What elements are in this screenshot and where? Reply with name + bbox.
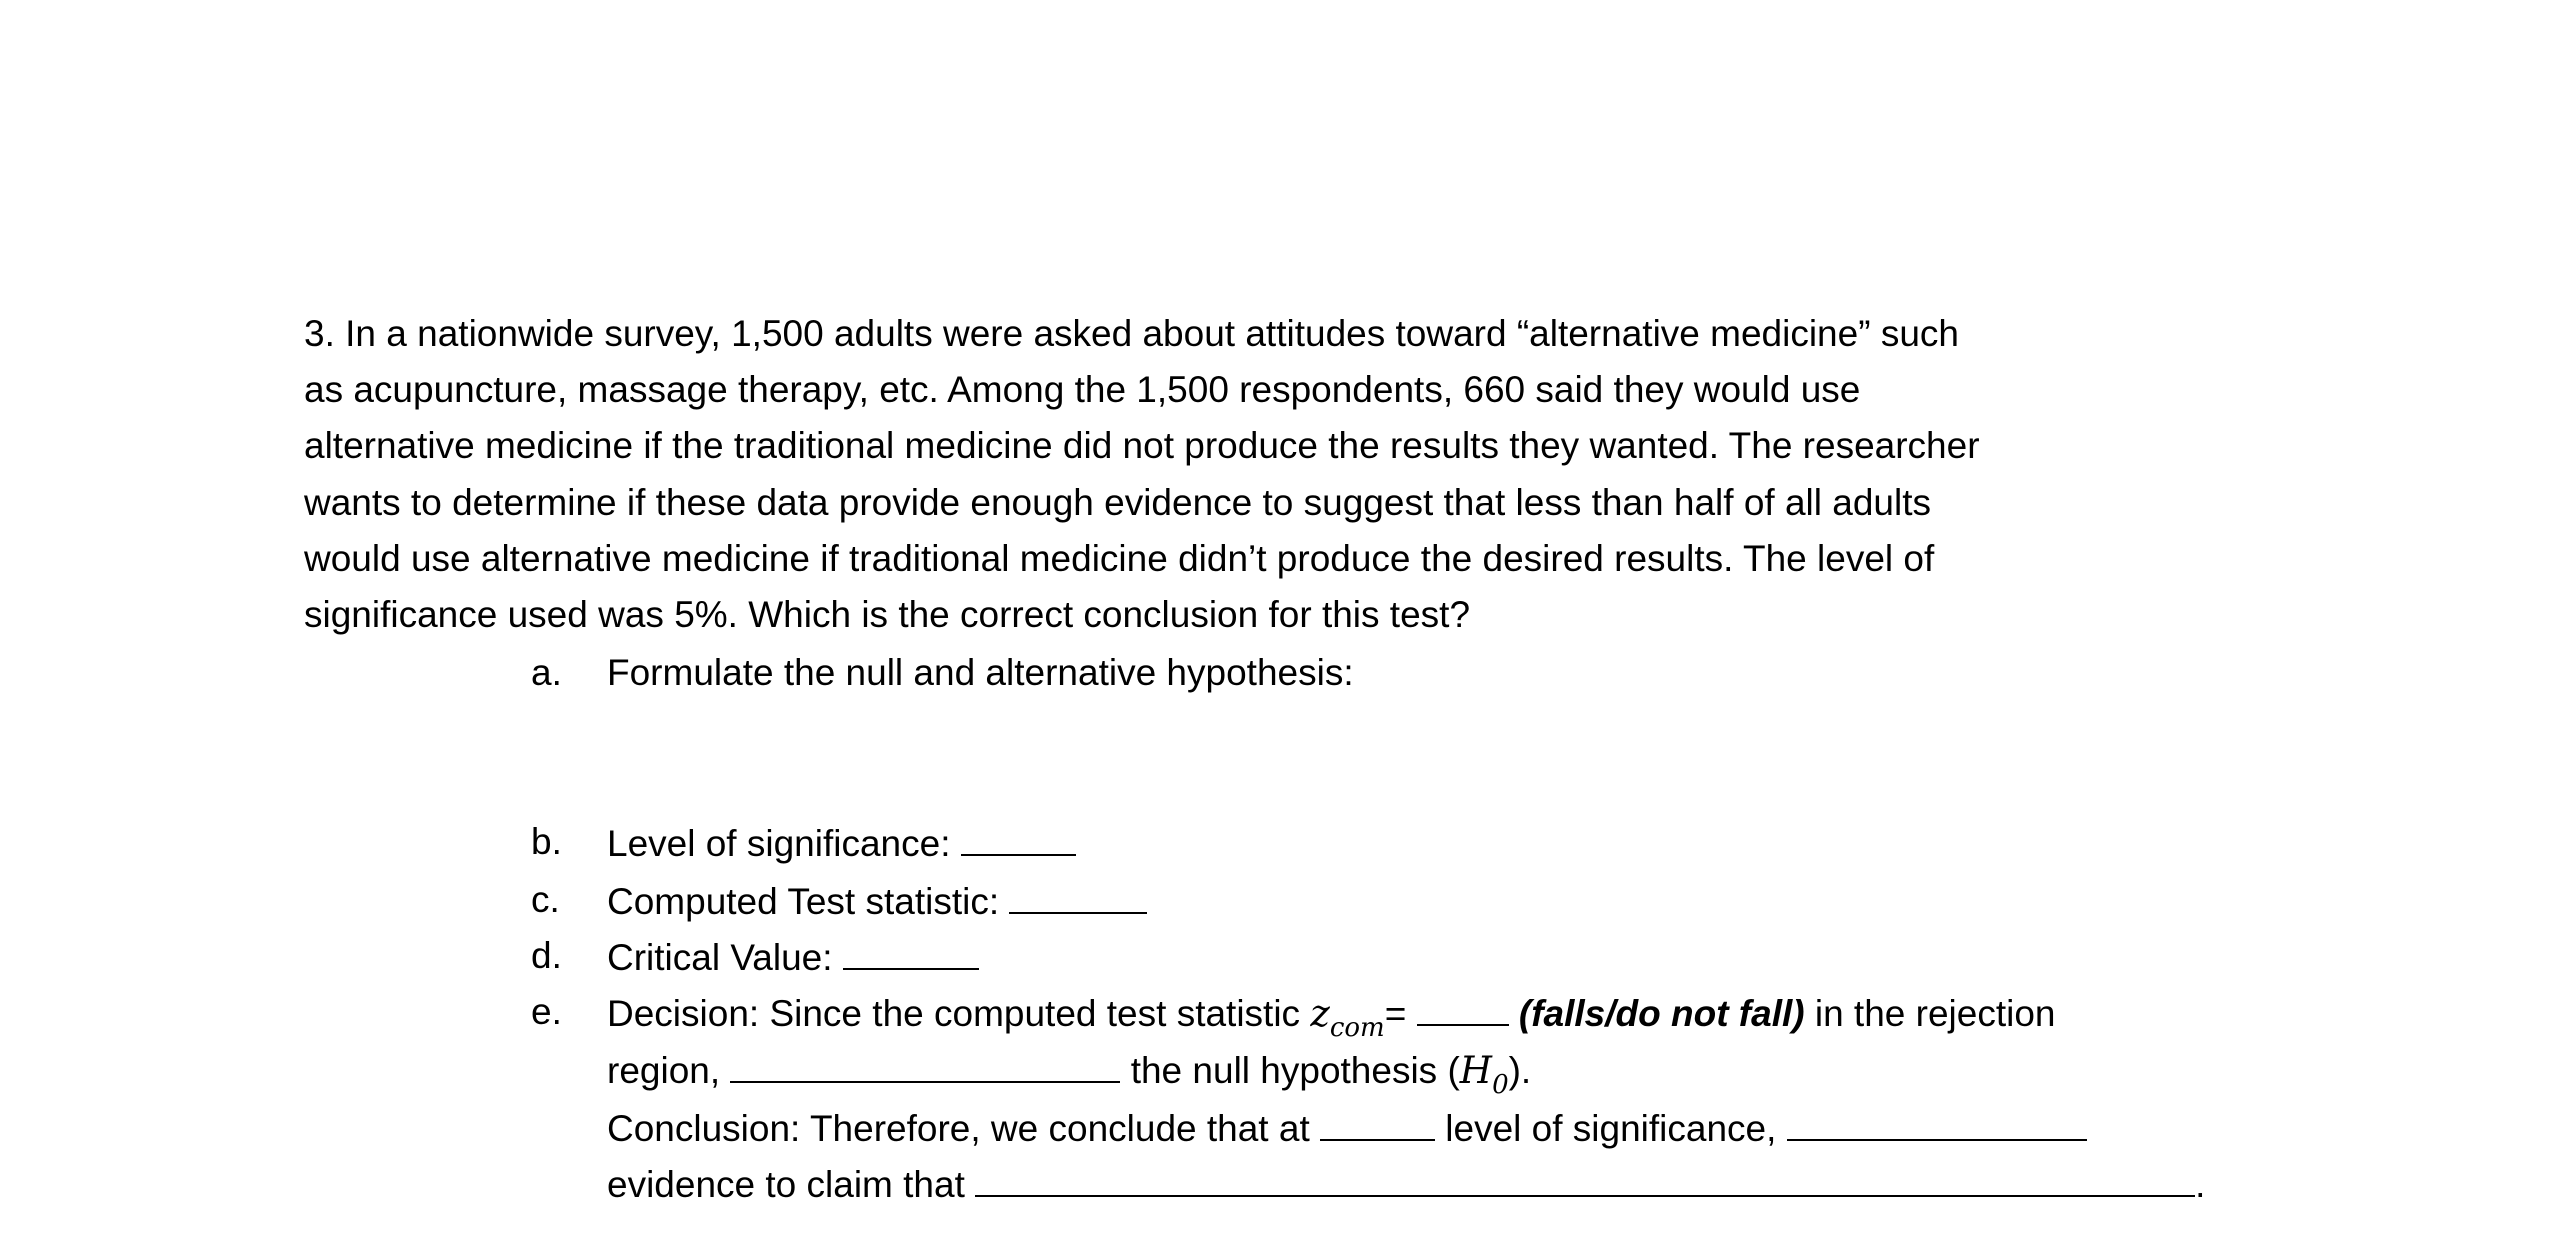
question-line: wants to determine if these data provide enough evidence to suggest that less than half of all adults bbox=[304, 482, 1931, 523]
test-statistic-blank[interactable] bbox=[1009, 872, 1147, 914]
equals-sign: = bbox=[1384, 993, 1407, 1034]
item-label: a. bbox=[531, 652, 562, 693]
item-text: Critical Value: bbox=[607, 937, 833, 978]
region-suffix: the null hypothesis ( bbox=[1120, 1050, 1460, 1091]
question-line: 3. In a nationwide survey, 1,500 adults were asked about attitudes toward “alternative medicine” such bbox=[304, 313, 1959, 354]
item-text: Level of significance: bbox=[607, 823, 951, 864]
region-text: region, bbox=[607, 1050, 731, 1091]
conclusion-mid: level of significance, bbox=[1435, 1108, 1787, 1149]
item-label: e. bbox=[531, 991, 562, 1032]
reject-decision-blank[interactable] bbox=[730, 1041, 1120, 1083]
question-line: significance used was 5%. Which is the correct conclusion for this test? bbox=[304, 594, 1471, 635]
evidence-text: evidence to claim that bbox=[607, 1164, 976, 1205]
h-symbol: H bbox=[1459, 1049, 1493, 1092]
region-end: ). bbox=[1508, 1050, 1532, 1091]
item-label: b. bbox=[531, 821, 562, 862]
evidence-amount-blank[interactable] bbox=[1787, 1099, 2087, 1141]
significance-blank[interactable] bbox=[961, 814, 1076, 856]
question-line: as acupuncture, massage therapy, etc. Among the 1,500 respondents, 660 said they would use bbox=[304, 369, 1861, 410]
z-value-blank[interactable] bbox=[1417, 984, 1509, 1026]
question-line: would use alternative medicine if traditional medicine didn’t produce the desired results. The level of bbox=[304, 538, 1935, 579]
h-subscript: 0 bbox=[1492, 1070, 1509, 1100]
z-symbol: z bbox=[1310, 992, 1330, 1035]
conclusion-text: Conclusion: Therefore, we conclude that at bbox=[607, 1108, 1321, 1149]
decision-suffix: in the rejection bbox=[1804, 993, 2056, 1034]
falls-choice: (falls/do not fall) bbox=[1518, 993, 1805, 1034]
question-line: alternative medicine if the traditional medicine did not produce the results they wanted. The researcher bbox=[304, 425, 1980, 466]
critical-value-blank[interactable] bbox=[843, 928, 979, 970]
evidence-end: . bbox=[2195, 1164, 2206, 1205]
z-subscript: com bbox=[1329, 1013, 1385, 1043]
item-text: Formulate the null and alternative hypothesis: bbox=[607, 652, 1354, 693]
decision-text: Decision: Since the computed test statistic bbox=[607, 993, 1311, 1034]
item-label: c. bbox=[531, 879, 560, 920]
claim-blank[interactable] bbox=[975, 1155, 2195, 1197]
item-label: d. bbox=[531, 935, 562, 976]
conclusion-level-blank[interactable] bbox=[1320, 1099, 1435, 1141]
item-text: Computed Test statistic: bbox=[607, 881, 1000, 922]
